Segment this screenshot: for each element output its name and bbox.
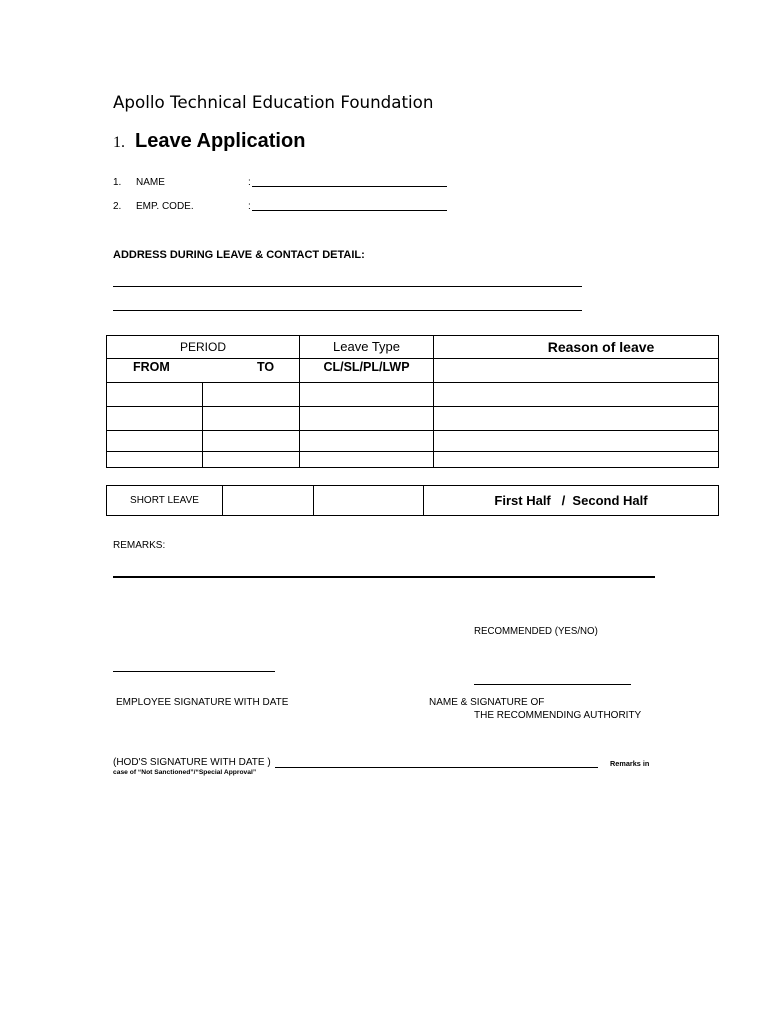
hod-note-line1: Remarks in xyxy=(610,759,650,768)
leave-table-subheader-row xyxy=(107,359,719,383)
leave-entry-row xyxy=(107,383,719,407)
short-leave-table xyxy=(106,485,719,516)
leave-type-cell xyxy=(300,452,434,468)
reason-header: Reason of leave xyxy=(434,336,719,359)
short-leave-blank-cell xyxy=(223,486,314,516)
name-label: NAME xyxy=(136,177,165,188)
address-line-1 xyxy=(113,286,582,287)
to-header: TO xyxy=(257,360,275,374)
emp-code-field-line xyxy=(252,210,447,211)
to-date-cell xyxy=(203,407,300,431)
form-title: Leave Application xyxy=(135,130,306,152)
from-header: FROM xyxy=(133,360,170,374)
from-date-cell xyxy=(107,383,203,407)
leave-type-codes: CL/SL/PL/LWP xyxy=(300,359,434,383)
hod-signature-label: (HOD'S SIGNATURE WITH DATE ) xyxy=(113,757,271,768)
leave-entry-row xyxy=(107,431,719,452)
recommender-signature-line xyxy=(474,684,631,685)
from-date-cell xyxy=(107,452,203,468)
to-date-cell xyxy=(203,431,300,452)
address-line-2 xyxy=(113,310,582,311)
reason-cell xyxy=(434,452,719,468)
reason-cell xyxy=(434,407,719,431)
leave-type-cell xyxy=(300,383,434,407)
to-date-cell xyxy=(203,383,300,407)
leave-entry-row xyxy=(107,452,719,468)
leave-period-table xyxy=(106,335,719,468)
from-to-subheader xyxy=(107,359,300,383)
recommended-label: RECOMMENDED (YES/NO) xyxy=(474,626,598,637)
field-number-name: 1. xyxy=(113,177,122,188)
half-day-options: First Half / Second Half xyxy=(424,486,719,516)
authority-label-line2: THE RECOMMENDING AUTHORITY xyxy=(474,710,642,721)
address-label: ADDRESS DURING LEAVE & CONTACT DETAIL: xyxy=(113,249,365,261)
form-title-row xyxy=(113,129,305,155)
leave-table-header-row xyxy=(107,336,719,359)
short-leave-row xyxy=(107,486,719,516)
section-number: 1. xyxy=(113,134,125,151)
emp-code-separator: : xyxy=(248,201,251,212)
from-date-cell xyxy=(107,407,203,431)
leave-type-header: Leave Type xyxy=(300,336,434,359)
from-date-cell xyxy=(107,431,203,452)
period-header: PERIOD xyxy=(107,336,300,359)
remarks-line xyxy=(113,576,655,578)
hod-note-line2: case of “Not Sanctioned”/“Special Approval” xyxy=(113,769,257,776)
authority-label-line1: NAME & SIGNATURE OF xyxy=(429,697,545,708)
employee-signature-label: EMPLOYEE SIGNATURE WITH DATE xyxy=(116,697,289,708)
emp-code-label: EMP. CODE. xyxy=(136,201,194,212)
leave-entry-row xyxy=(107,407,719,431)
field-number-emp-code: 2. xyxy=(113,201,122,212)
reason-subheader-cell xyxy=(434,359,719,383)
hod-signature-line xyxy=(275,767,598,768)
organization-name: Apollo Technical Education Foundation xyxy=(113,92,434,112)
name-separator: : xyxy=(248,177,251,188)
reason-cell xyxy=(434,383,719,407)
short-leave-blank-cell xyxy=(314,486,424,516)
reason-cell xyxy=(434,431,719,452)
leave-type-cell xyxy=(300,407,434,431)
employee-signature-line xyxy=(113,671,275,672)
name-field-line xyxy=(252,186,447,187)
leave-type-cell xyxy=(300,431,434,452)
remarks-label: REMARKS: xyxy=(113,540,166,551)
to-date-cell xyxy=(203,452,300,468)
short-leave-label: SHORT LEAVE xyxy=(107,486,223,516)
